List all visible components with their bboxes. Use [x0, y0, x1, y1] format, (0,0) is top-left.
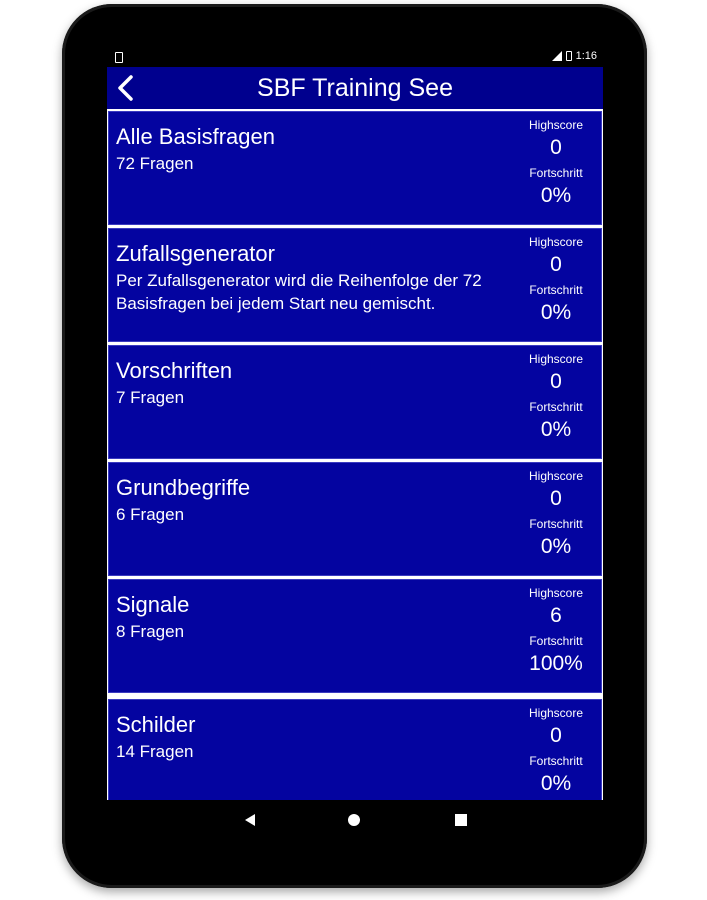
progress-label: Fortschritt — [529, 166, 583, 180]
card-stats — [517, 112, 595, 208]
topic-card-schilder[interactable] — [108, 699, 602, 800]
progress-label: Fortschritt — [529, 400, 583, 414]
nav-back-icon[interactable] — [245, 814, 255, 826]
card-subtitle: 6 Fragen — [116, 505, 185, 524]
card-stats — [517, 580, 595, 676]
progress-label: Fortschritt — [529, 634, 583, 648]
page-title: SBF Training See — [257, 73, 453, 102]
status-bar — [107, 48, 603, 67]
nav-recents-icon[interactable] — [455, 814, 467, 826]
card-subtitle: Per Zufallsgenerator wird die Reihenfolge der 72 Basisfragen bei jedem Start neu gemischt. — [116, 271, 482, 313]
highscore-label: Highscore — [528, 469, 584, 483]
card-subtitle: 14 Fragen — [116, 742, 194, 761]
progress-value: 0% — [540, 301, 572, 324]
highscore-value: 0 — [550, 253, 562, 276]
progress-value: 0% — [540, 184, 572, 207]
topic-list — [107, 111, 603, 800]
status-icons — [552, 50, 597, 62]
card-subtitle: 7 Fragen — [116, 388, 185, 407]
highscore-label: Highscore — [528, 235, 584, 249]
card-title: Zufallsgenerator — [116, 241, 275, 266]
highscore-label: Highscore — [528, 706, 584, 720]
card-text — [116, 592, 511, 643]
card-stats — [517, 346, 595, 442]
topic-card-signale[interactable] — [108, 579, 602, 693]
card-text — [116, 712, 511, 763]
card-stats — [517, 700, 595, 796]
topic-card-grundbegriffe[interactable] — [108, 462, 602, 576]
card-subtitle: 72 Fragen — [116, 154, 194, 173]
highscore-value: 6 — [550, 604, 562, 627]
card-title: Alle Basisfragen — [116, 124, 275, 149]
progress-value: 0% — [540, 535, 572, 558]
progress-label: Fortschritt — [529, 754, 583, 768]
topic-card-vorschriften[interactable] — [108, 345, 602, 459]
highscore-label: Highscore — [528, 352, 584, 366]
card-subtitle: 8 Fragen — [116, 622, 185, 641]
card-title: Signale — [116, 592, 190, 617]
card-title: Vorschriften — [116, 358, 233, 383]
card-text — [116, 241, 511, 315]
card-text — [116, 124, 511, 175]
nav-home-icon[interactable] — [348, 814, 360, 826]
highscore-value: 0 — [550, 724, 562, 747]
card-title: Grundbegriffe — [116, 475, 251, 500]
card-text — [116, 475, 511, 526]
card-stats — [517, 229, 595, 325]
progress-value: 100% — [529, 652, 583, 675]
progress-value: 0% — [540, 772, 572, 795]
back-arrow-icon[interactable] — [111, 73, 141, 103]
highscore-label: Highscore — [528, 118, 584, 132]
highscore-value: 0 — [550, 370, 562, 393]
highscore-value: 0 — [550, 487, 562, 510]
app-screen — [107, 48, 603, 800]
card-text — [116, 358, 511, 409]
topic-card-zufallsgenerator[interactable] — [108, 228, 602, 342]
sd-card-icon — [115, 52, 123, 63]
highscore-value: 0 — [550, 136, 562, 159]
topic-card-alle-basisfragen[interactable] — [108, 111, 602, 225]
card-stats — [517, 463, 595, 559]
progress-label: Fortschritt — [529, 517, 583, 531]
card-title: Schilder — [116, 712, 196, 737]
status-time: 1:16 — [575, 50, 597, 62]
app-bar — [107, 67, 603, 109]
android-nav-bar — [107, 800, 603, 840]
highscore-label: Highscore — [528, 586, 584, 600]
progress-value: 0% — [540, 418, 572, 441]
progress-label: Fortschritt — [529, 283, 583, 297]
signal-icon — [552, 51, 562, 61]
battery-icon — [566, 51, 572, 61]
